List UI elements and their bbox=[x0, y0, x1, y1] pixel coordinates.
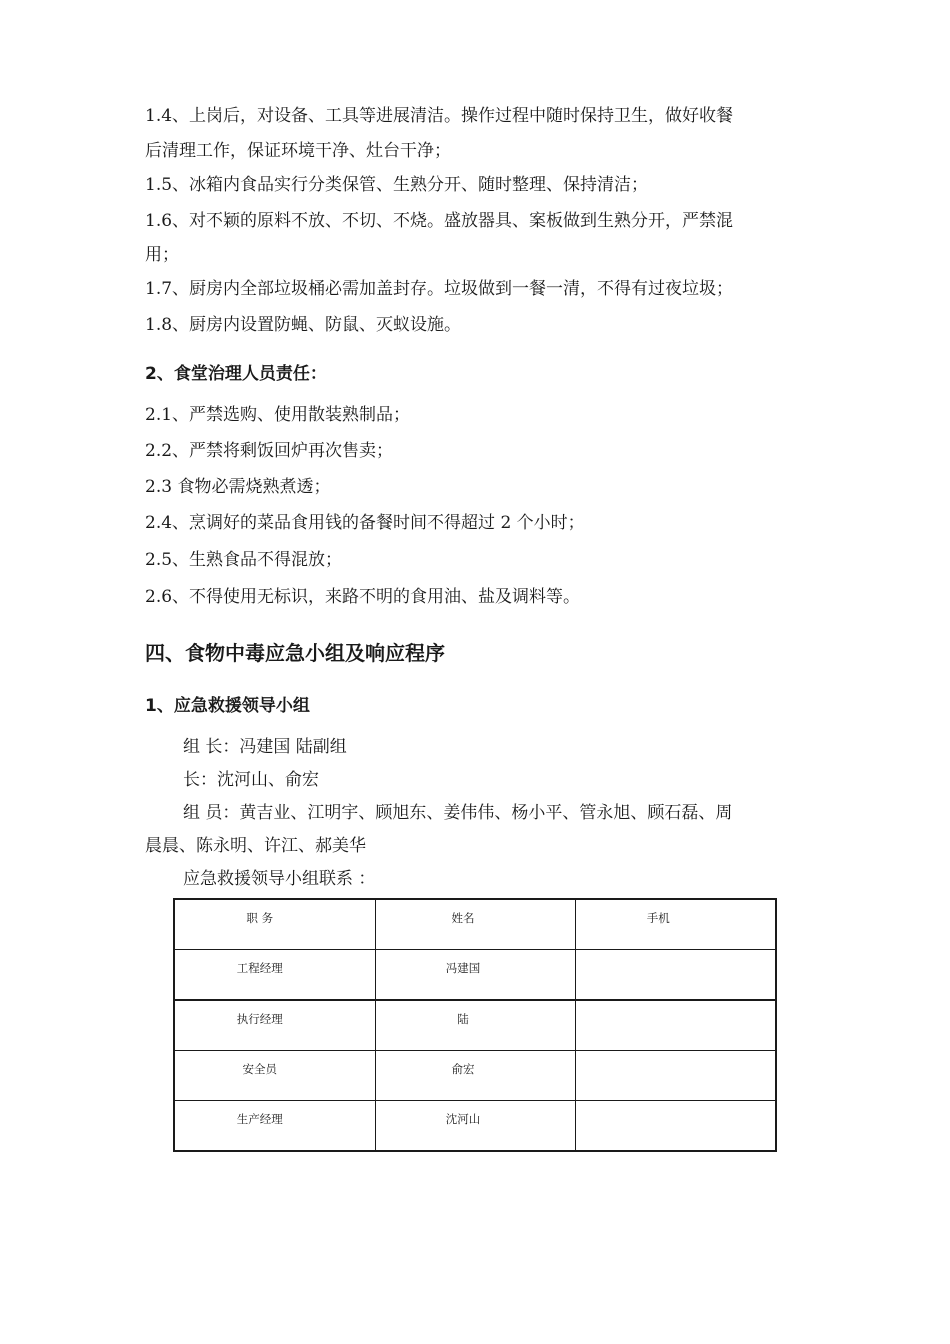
paragraph-line: 2.3 食物必需烧熟煮透； bbox=[145, 477, 331, 497]
cell-name: 冯建国 bbox=[375, 950, 575, 1001]
paragraph-line: 1.7、厨房内全部垃圾桶必需加盖封存。垃圾做到一餐一清，不得有过夜垃圾； bbox=[145, 279, 734, 299]
cell-position: 生产经理 bbox=[174, 1101, 375, 1152]
table-row bbox=[174, 1101, 776, 1152]
cell-phone bbox=[575, 1000, 776, 1051]
chapter-heading: 四、食物中毒应急小组及响应程序 bbox=[145, 641, 445, 665]
contact-table bbox=[173, 898, 777, 1152]
table-row bbox=[174, 1051, 776, 1101]
cell-name: 沈河山 bbox=[375, 1101, 575, 1152]
subsection-heading: 1、应急救援领导小组 bbox=[145, 696, 310, 716]
paragraph-line: 1.4、上岗后，对设备、工具等进展清洁。操作过程中随时保持卫生，做好收餐 bbox=[145, 106, 734, 126]
table-row bbox=[174, 950, 776, 1001]
paragraph-line: 1.6、对不颖的原料不放、不切、不烧。盛放器具、案板做到生熟分开，严禁混 bbox=[145, 211, 734, 231]
paragraph-line: 2.6、不得使用无标识，来路不明的食用油、盐及调料等。 bbox=[145, 587, 581, 607]
cell-phone bbox=[575, 1051, 776, 1101]
paragraph-line: 2.4、烹调好的菜品食用钱的备餐时间不得超过 2 个小时； bbox=[145, 513, 585, 533]
paragraph-line: 2.1、严禁选购、使用散装熟制品； bbox=[145, 405, 411, 425]
header-position: 职 务 bbox=[174, 899, 375, 950]
paragraph-line: 后清理工作，保证环境干净、灶台干净； bbox=[145, 141, 451, 161]
cell-phone bbox=[575, 950, 776, 1001]
cell-position: 安全员 bbox=[174, 1051, 375, 1101]
cell-name: 陆 bbox=[375, 1000, 575, 1051]
contact-caption: 应急救援领导小组联系 ： bbox=[183, 869, 376, 889]
team-deputy-line: 长：沈河山、俞宏 bbox=[183, 770, 319, 790]
cell-position: 工程经理 bbox=[174, 950, 375, 1001]
table-row bbox=[174, 1000, 776, 1051]
team-members-line: 组 员：黄吉业、江明宇、顾旭东、姜伟伟、杨小平、管永旭、顾石磊、周 bbox=[183, 803, 733, 823]
header-name: 姓名 bbox=[375, 899, 575, 950]
header-phone: 手机 bbox=[575, 899, 776, 950]
cell-position: 执行经理 bbox=[174, 1000, 375, 1051]
team-members-line-cont: 晨晨、陈永明、许江、郝美华 bbox=[145, 836, 366, 856]
team-leader-line: 组 长：冯建国 陆副组 bbox=[183, 737, 347, 757]
table-header-row bbox=[174, 899, 776, 950]
paragraph-line: 1.8、厨房内设置防蝇、防鼠、灭蚁设施。 bbox=[145, 315, 462, 335]
paragraph-line: 2.5、生熟食品不得混放； bbox=[145, 550, 343, 570]
section-heading: 2、食堂治理人员责任： bbox=[145, 364, 327, 384]
paragraph-line: 1.5、冰箱内食品实行分类保管、生熟分开、随时整理、保持清洁； bbox=[145, 175, 649, 195]
cell-name: 俞宏 bbox=[375, 1051, 575, 1101]
cell-phone bbox=[575, 1101, 776, 1152]
paragraph-line: 2.2、严禁将剩饭回炉再次售卖； bbox=[145, 441, 394, 461]
paragraph-line: 用； bbox=[145, 245, 179, 265]
